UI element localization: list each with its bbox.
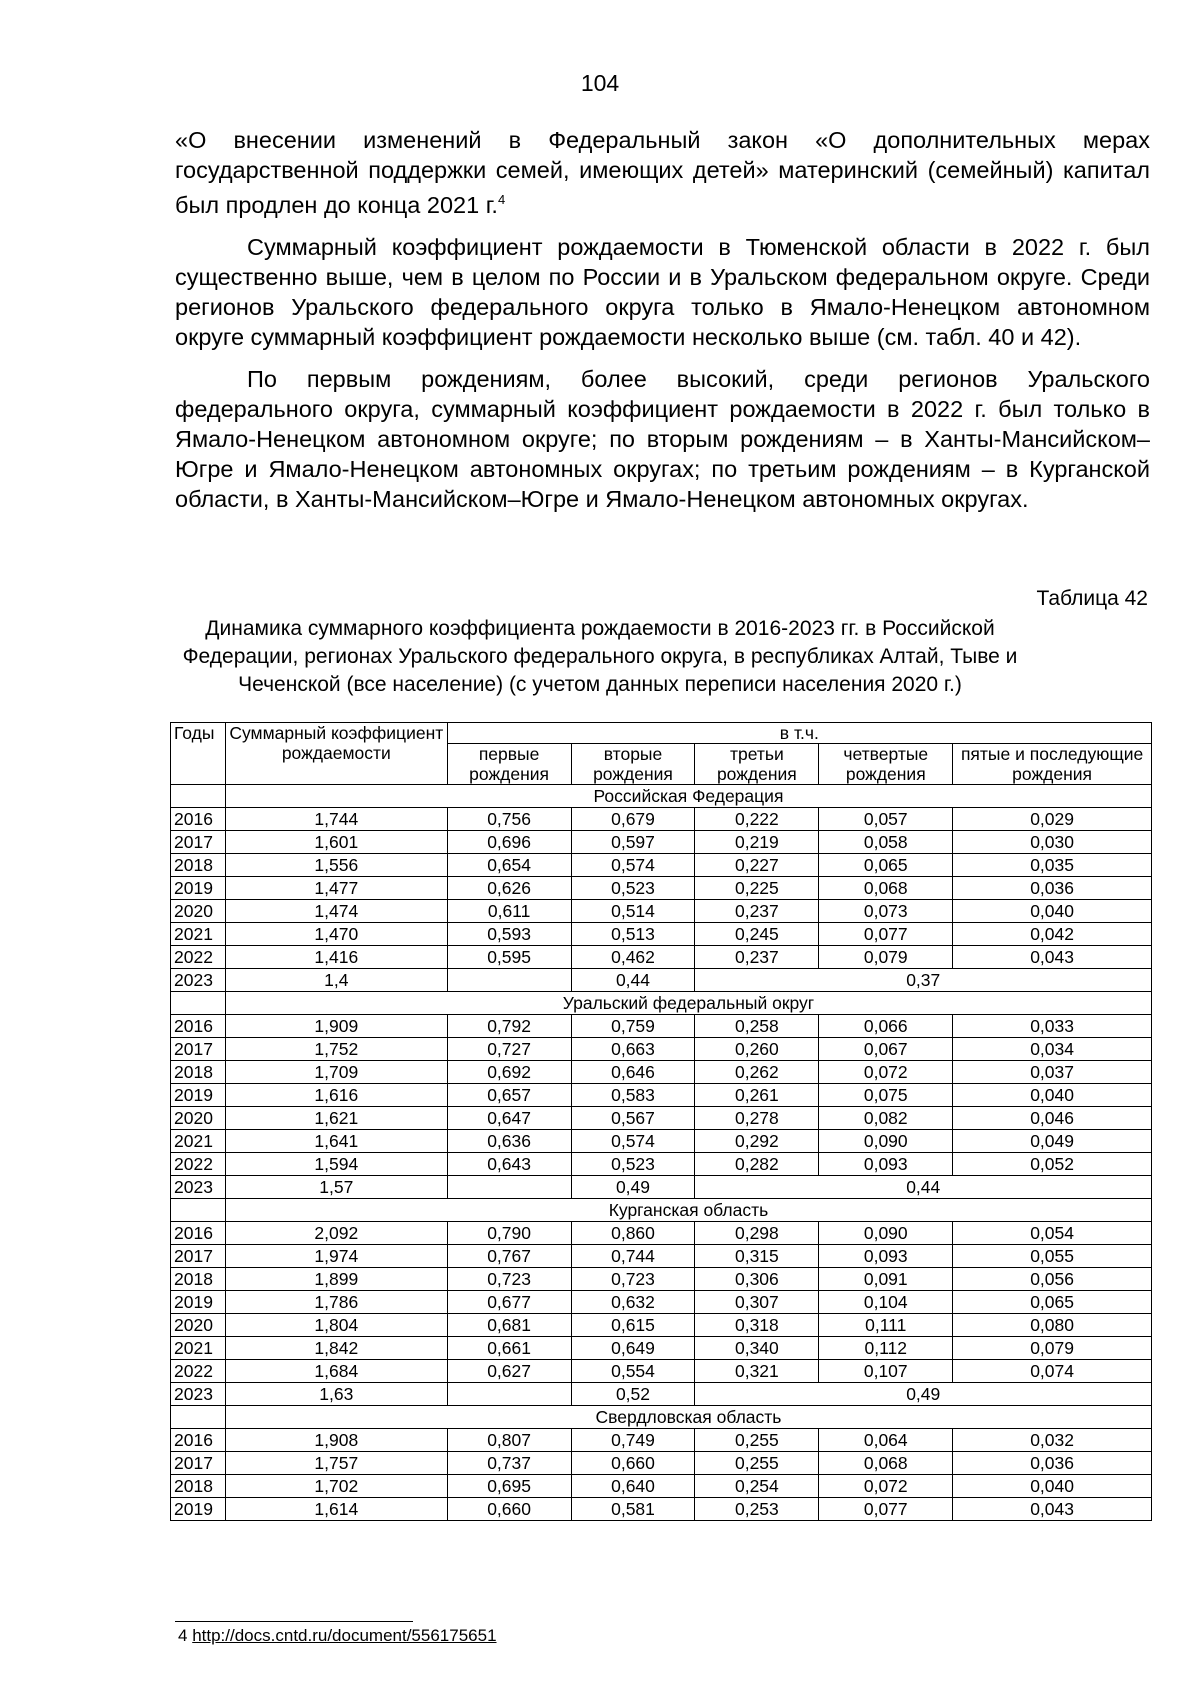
- total-cell: 1,477: [225, 877, 447, 900]
- first-cell: 0,657: [447, 1084, 571, 1107]
- second-cell: 0,723: [571, 1268, 695, 1291]
- year-cell: 2016: [171, 1015, 226, 1038]
- year-cell: 2018: [171, 854, 226, 877]
- body-text: [175, 125, 1150, 526]
- second-cell: 0,679: [571, 808, 695, 831]
- third-cell: 0,245: [695, 923, 819, 946]
- third-cell: 0,219: [695, 831, 819, 854]
- third-plus-cell: 0,37: [695, 969, 1152, 992]
- second-cell: 0,462: [571, 946, 695, 969]
- year-cell: 2016: [171, 808, 226, 831]
- second-cell: 0,52: [571, 1383, 695, 1406]
- total-cell: 1,909: [225, 1015, 447, 1038]
- year-cell: 2018: [171, 1268, 226, 1291]
- section-row: [171, 1406, 1152, 1429]
- first-cell: 0,756: [447, 808, 571, 831]
- footnote: [178, 1626, 497, 1646]
- total-cell: 1,842: [225, 1337, 447, 1360]
- second-cell: 0,44: [571, 969, 695, 992]
- third-cell: 0,260: [695, 1038, 819, 1061]
- header-including: в т.ч.: [447, 723, 1151, 744]
- second-cell: 0,567: [571, 1107, 695, 1130]
- table-number: Таблица 42: [1036, 587, 1148, 610]
- fourth-cell: 0,112: [819, 1337, 953, 1360]
- fertility-table: [170, 722, 1152, 1521]
- year-cell: 2019: [171, 1498, 226, 1521]
- fourth-cell: 0,065: [819, 854, 953, 877]
- fifth-cell: 0,040: [953, 900, 1152, 923]
- first-cell-empty: [447, 969, 571, 992]
- first-cell: 0,660: [447, 1498, 571, 1521]
- fifth-cell: 0,043: [953, 946, 1152, 969]
- second-cell: 0,514: [571, 900, 695, 923]
- year-cell: 2017: [171, 831, 226, 854]
- fourth-cell: 0,093: [819, 1153, 953, 1176]
- fifth-cell: 0,080: [953, 1314, 1152, 1337]
- table-row: [171, 1452, 1152, 1475]
- fifth-cell: 0,065: [953, 1291, 1152, 1314]
- third-cell: 0,306: [695, 1268, 819, 1291]
- fourth-cell: 0,057: [819, 808, 953, 831]
- third-cell: 0,307: [695, 1291, 819, 1314]
- year-cell: 2017: [171, 1038, 226, 1061]
- second-cell: 0,581: [571, 1498, 695, 1521]
- third-cell: 0,261: [695, 1084, 819, 1107]
- fourth-cell: 0,090: [819, 1130, 953, 1153]
- second-cell: 0,513: [571, 923, 695, 946]
- total-cell: 1,786: [225, 1291, 447, 1314]
- year-cell: 2020: [171, 1314, 226, 1337]
- paragraph-1-text: «О внесении изменений в Федеральный закон «О дополнительных мерах государственной поддержки семей, имеющих детей» материнский (семейный) капитал был продлен до конца 2021 г.: [175, 127, 1150, 218]
- fifth-cell: 0,035: [953, 854, 1152, 877]
- fourth-cell: 0,091: [819, 1268, 953, 1291]
- section-spacer-cell: [171, 1199, 226, 1222]
- fourth-cell: 0,066: [819, 1015, 953, 1038]
- table-row: [171, 1130, 1152, 1153]
- year-cell: 2019: [171, 1291, 226, 1314]
- paragraph-2: Суммарный коэффициент рождаемости в Тюменской области в 2022 г. был существенно выше, чем в целом по России и в Уральском федеральном округе. Среди регионов Уральского федерального округа только в Ямало-Ненецком автономном округе суммарный коэффициент рождаемости несколько выше (см. табл. 40 и 42).: [175, 233, 1150, 350]
- table-row: [171, 1337, 1152, 1360]
- first-cell: 0,677: [447, 1291, 571, 1314]
- year-cell: 2020: [171, 900, 226, 923]
- header-second: вторые рождения: [571, 744, 695, 785]
- first-cell: 0,647: [447, 1107, 571, 1130]
- third-plus-cell: 0,49: [695, 1383, 1152, 1406]
- third-cell: 0,282: [695, 1153, 819, 1176]
- total-cell: 1,684: [225, 1360, 447, 1383]
- section-name: Свердловская область: [225, 1406, 1151, 1429]
- second-cell: 0,523: [571, 1153, 695, 1176]
- first-cell: 0,737: [447, 1452, 571, 1475]
- fourth-cell: 0,073: [819, 900, 953, 923]
- year-cell: 2016: [171, 1429, 226, 1452]
- fourth-cell: 0,082: [819, 1107, 953, 1130]
- year-cell: 2023: [171, 1176, 226, 1199]
- third-cell: 0,253: [695, 1498, 819, 1521]
- year-cell: 2022: [171, 946, 226, 969]
- second-cell: 0,632: [571, 1291, 695, 1314]
- fifth-cell: 0,074: [953, 1360, 1152, 1383]
- second-cell: 0,860: [571, 1222, 695, 1245]
- fifth-cell: 0,043: [953, 1498, 1152, 1521]
- fifth-cell: 0,052: [953, 1153, 1152, 1176]
- year-cell: 2023: [171, 1383, 226, 1406]
- table-row: [171, 1314, 1152, 1337]
- table-row: [171, 1268, 1152, 1291]
- total-cell: 1,641: [225, 1130, 447, 1153]
- fourth-cell: 0,075: [819, 1084, 953, 1107]
- first-cell: 0,636: [447, 1130, 571, 1153]
- fourth-cell: 0,093: [819, 1245, 953, 1268]
- total-cell: 1,974: [225, 1245, 447, 1268]
- table-caption: Динамика суммарного коэффициента рождаемости в 2016-2023 гг. в Российской Федерации, регионах Уральского федерального округа, в республиках Алтай, Тыве и Чеченской (все население) (с учетом данных переписи населения 2020 г.): [182, 617, 1018, 696]
- year-cell: 2017: [171, 1452, 226, 1475]
- header-first: первые рождения: [447, 744, 571, 785]
- third-cell: 0,237: [695, 946, 819, 969]
- third-cell: 0,255: [695, 1452, 819, 1475]
- fifth-cell: 0,033: [953, 1015, 1152, 1038]
- second-cell: 0,615: [571, 1314, 695, 1337]
- first-cell: 0,695: [447, 1475, 571, 1498]
- page-number: 104: [580, 70, 620, 96]
- footnote-ref[interactable]: 4: [497, 192, 506, 207]
- table-row: [171, 1015, 1152, 1038]
- year-cell: 2021: [171, 1337, 226, 1360]
- first-cell: 0,654: [447, 854, 571, 877]
- second-cell: 0,640: [571, 1475, 695, 1498]
- table-row-summary: [171, 969, 1152, 992]
- paragraph-1: [175, 125, 1150, 220]
- header-fourth: четвертые рождения: [819, 744, 953, 785]
- fourth-cell: 0,107: [819, 1360, 953, 1383]
- first-cell: 0,790: [447, 1222, 571, 1245]
- first-cell: 0,595: [447, 946, 571, 969]
- first-cell: 0,593: [447, 923, 571, 946]
- year-cell: 2019: [171, 877, 226, 900]
- footnote-number: 4: [178, 1626, 188, 1645]
- fourth-cell: 0,077: [819, 1498, 953, 1521]
- section-spacer-cell: [171, 992, 226, 1015]
- first-cell: 0,767: [447, 1245, 571, 1268]
- second-cell: 0,663: [571, 1038, 695, 1061]
- first-cell: 0,792: [447, 1015, 571, 1038]
- third-cell: 0,321: [695, 1360, 819, 1383]
- total-cell: 1,757: [225, 1452, 447, 1475]
- section-name: Российская Федерация: [225, 785, 1151, 808]
- second-cell: 0,660: [571, 1452, 695, 1475]
- section-spacer-cell: [171, 1406, 226, 1429]
- total-cell: 1,709: [225, 1061, 447, 1084]
- second-cell: 0,749: [571, 1429, 695, 1452]
- fourth-cell: 0,077: [819, 923, 953, 946]
- fifth-cell: 0,036: [953, 1452, 1152, 1475]
- total-cell: 1,594: [225, 1153, 447, 1176]
- third-plus-cell: 0,44: [695, 1176, 1152, 1199]
- total-cell: 1,702: [225, 1475, 447, 1498]
- fifth-cell: 0,040: [953, 1084, 1152, 1107]
- year-cell: 2022: [171, 1153, 226, 1176]
- second-cell: 0,49: [571, 1176, 695, 1199]
- third-cell: 0,237: [695, 900, 819, 923]
- year-cell: 2023: [171, 969, 226, 992]
- table-row: [171, 1291, 1152, 1314]
- fourth-cell: 0,064: [819, 1429, 953, 1452]
- year-cell: 2018: [171, 1475, 226, 1498]
- year-cell: 2021: [171, 923, 226, 946]
- table-row: [171, 1153, 1152, 1176]
- total-cell: 1,614: [225, 1498, 447, 1521]
- section-row: [171, 1199, 1152, 1222]
- fifth-cell: 0,056: [953, 1268, 1152, 1291]
- first-cell: 0,611: [447, 900, 571, 923]
- table-row: [171, 877, 1152, 900]
- third-cell: 0,298: [695, 1222, 819, 1245]
- fifth-cell: 0,034: [953, 1038, 1152, 1061]
- first-cell: 0,627: [447, 1360, 571, 1383]
- second-cell: 0,574: [571, 1130, 695, 1153]
- second-cell: 0,759: [571, 1015, 695, 1038]
- first-cell: 0,692: [447, 1061, 571, 1084]
- table-row: [171, 1084, 1152, 1107]
- fifth-cell: 0,030: [953, 831, 1152, 854]
- header-year: Годы: [171, 723, 226, 785]
- fourth-cell: 0,090: [819, 1222, 953, 1245]
- section-name: Уральский федеральный округ: [225, 992, 1151, 1015]
- first-cell: 0,681: [447, 1314, 571, 1337]
- fifth-cell: 0,055: [953, 1245, 1152, 1268]
- section-name: Курганская область: [225, 1199, 1151, 1222]
- fifth-cell: 0,040: [953, 1475, 1152, 1498]
- third-cell: 0,222: [695, 808, 819, 831]
- header-third: третьи рождения: [695, 744, 819, 785]
- second-cell: 0,649: [571, 1337, 695, 1360]
- second-cell: 0,744: [571, 1245, 695, 1268]
- first-cell-empty: [447, 1383, 571, 1406]
- table-row: [171, 1222, 1152, 1245]
- total-cell: 1,556: [225, 854, 447, 877]
- fourth-cell: 0,111: [819, 1314, 953, 1337]
- table-row: [171, 1498, 1152, 1521]
- total-cell: 1,470: [225, 923, 447, 946]
- total-cell: 1,744: [225, 808, 447, 831]
- fifth-cell: 0,046: [953, 1107, 1152, 1130]
- table-row: [171, 900, 1152, 923]
- table-row: [171, 923, 1152, 946]
- table-row: [171, 1245, 1152, 1268]
- header-fifth: пятые и последующие рождения: [953, 744, 1152, 785]
- third-cell: 0,262: [695, 1061, 819, 1084]
- fourth-cell: 0,072: [819, 1061, 953, 1084]
- fourth-cell: 0,104: [819, 1291, 953, 1314]
- total-cell: 1,616: [225, 1084, 447, 1107]
- year-cell: 2017: [171, 1245, 226, 1268]
- footnote-divider: [175, 1621, 413, 1622]
- first-cell: 0,696: [447, 831, 571, 854]
- table-row: [171, 854, 1152, 877]
- total-cell: 1,601: [225, 831, 447, 854]
- total-cell: 1,752: [225, 1038, 447, 1061]
- fifth-cell: 0,029: [953, 808, 1152, 831]
- header-total: Суммарный коэффициент рождаемости: [225, 723, 447, 785]
- third-cell: 0,227: [695, 854, 819, 877]
- fourth-cell: 0,068: [819, 877, 953, 900]
- fifth-cell: 0,036: [953, 877, 1152, 900]
- second-cell: 0,597: [571, 831, 695, 854]
- fifth-cell: 0,042: [953, 923, 1152, 946]
- first-cell: 0,643: [447, 1153, 571, 1176]
- first-cell-empty: [447, 1176, 571, 1199]
- table-row: [171, 1475, 1152, 1498]
- third-cell: 0,254: [695, 1475, 819, 1498]
- total-cell: 1,416: [225, 946, 447, 969]
- third-cell: 0,318: [695, 1314, 819, 1337]
- section-row: [171, 785, 1152, 808]
- section-row: [171, 992, 1152, 1015]
- third-cell: 0,258: [695, 1015, 819, 1038]
- first-cell: 0,626: [447, 877, 571, 900]
- total-cell: 1,4: [225, 969, 447, 992]
- fourth-cell: 0,068: [819, 1452, 953, 1475]
- year-cell: 2020: [171, 1107, 226, 1130]
- year-cell: 2021: [171, 1130, 226, 1153]
- table-row: [171, 1107, 1152, 1130]
- table-body: [171, 785, 1152, 1521]
- section-spacer-cell: [171, 785, 226, 808]
- total-cell: 1,899: [225, 1268, 447, 1291]
- table-row: [171, 831, 1152, 854]
- fifth-cell: 0,079: [953, 1337, 1152, 1360]
- first-cell: 0,723: [447, 1268, 571, 1291]
- table-row: [171, 1038, 1152, 1061]
- second-cell: 0,583: [571, 1084, 695, 1107]
- fifth-cell: 0,037: [953, 1061, 1152, 1084]
- table-row: [171, 1061, 1152, 1084]
- total-cell: 1,474: [225, 900, 447, 923]
- footnote-link[interactable]: http://docs.cntd.ru/document/556175651: [192, 1626, 497, 1645]
- table-row-summary: [171, 1383, 1152, 1406]
- third-cell: 0,340: [695, 1337, 819, 1360]
- third-cell: 0,292: [695, 1130, 819, 1153]
- fourth-cell: 0,058: [819, 831, 953, 854]
- table-row: [171, 808, 1152, 831]
- fourth-cell: 0,079: [819, 946, 953, 969]
- second-cell: 0,554: [571, 1360, 695, 1383]
- total-cell: 1,63: [225, 1383, 447, 1406]
- fifth-cell: 0,049: [953, 1130, 1152, 1153]
- total-cell: 2,092: [225, 1222, 447, 1245]
- table-row: [171, 946, 1152, 969]
- fourth-cell: 0,072: [819, 1475, 953, 1498]
- third-cell: 0,315: [695, 1245, 819, 1268]
- year-cell: 2022: [171, 1360, 226, 1383]
- year-cell: 2019: [171, 1084, 226, 1107]
- second-cell: 0,523: [571, 877, 695, 900]
- total-cell: 1,908: [225, 1429, 447, 1452]
- year-cell: 2018: [171, 1061, 226, 1084]
- table-row: [171, 1429, 1152, 1452]
- first-cell: 0,807: [447, 1429, 571, 1452]
- third-cell: 0,225: [695, 877, 819, 900]
- year-cell: 2016: [171, 1222, 226, 1245]
- third-cell: 0,255: [695, 1429, 819, 1452]
- fifth-cell: 0,032: [953, 1429, 1152, 1452]
- total-cell: 1,57: [225, 1176, 447, 1199]
- fifth-cell: 0,054: [953, 1222, 1152, 1245]
- total-cell: 1,621: [225, 1107, 447, 1130]
- total-cell: 1,804: [225, 1314, 447, 1337]
- first-cell: 0,661: [447, 1337, 571, 1360]
- third-cell: 0,278: [695, 1107, 819, 1130]
- second-cell: 0,646: [571, 1061, 695, 1084]
- table-row: [171, 1360, 1152, 1383]
- second-cell: 0,574: [571, 854, 695, 877]
- fourth-cell: 0,067: [819, 1038, 953, 1061]
- first-cell: 0,727: [447, 1038, 571, 1061]
- table-row-summary: [171, 1176, 1152, 1199]
- paragraph-3: По первым рождениям, более высокий, среди регионов Уральского федерального округа, суммарный коэффициент рождаемости в 2022 г. был только в Ямало-Ненецком автономном округе; по вторым рождениям – в Ханты-Мансийском–Югре и Ямало-Ненецком автономных округах; по третьим рождениям – в Курганской области, в Ханты-Мансийском–Югре и Ямало-Ненецком автономных округах.: [175, 365, 1150, 512]
